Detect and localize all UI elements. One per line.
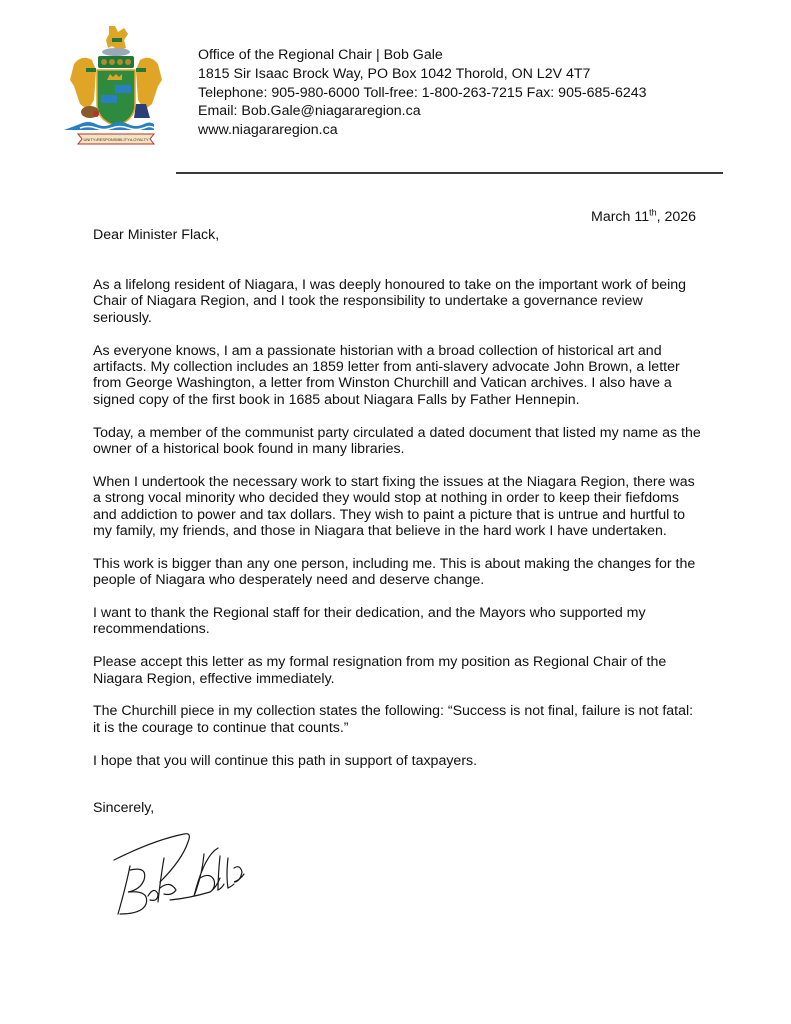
paragraph: This work is bigger than any one person, including me. This is about making the changes for the people of Niagara who desperately need and deserve change.	[93, 555, 696, 589]
website-line: www.niagararegion.ca	[198, 122, 338, 139]
date-ordinal: th	[649, 207, 657, 218]
letter-date	[591, 209, 696, 225]
paragraph: I want to thank the Regional staff for their dedication, and the Mayors who supported my recommendations.	[93, 605, 646, 638]
signature-icon	[104, 828, 254, 920]
salutation: Dear Minister Flack,	[93, 227, 220, 243]
paragraph: The Churchill piece in my collection states the following: “Success is not final, failure is not fatal: it is the courage to continue that counts.”	[93, 703, 694, 736]
date-year: , 2026	[656, 209, 697, 225]
paragraph: I hope that you will continue this path in support of taxpayers.	[93, 752, 478, 769]
closing: Sincerely,	[93, 800, 155, 816]
email-line: Email: Bob.Gale@niagararegion.ca	[198, 103, 421, 120]
phone-line: Telephone: 905-980-6000 Toll-free: 1-800-263-7215 Fax: 905-685-6243	[198, 84, 647, 101]
letter-body	[93, 277, 703, 785]
svg-text:UNITY•RESPONSIBILITY•LOYALTY: UNITY•RESPONSIBILITY•LOYALTY	[83, 137, 149, 142]
paragraph: When I undertook the necessary work to start fixing the issues at the Niagara Region, there was a strong vocal minority who decided they would stop at nothing in order to keep their fiefdoms and addiction to power and tax dollars. They wish to paint a picture that is untrue and hurtful to my family, my friends, and those in Niagara that believe in the hard work I have undertaken.	[93, 473, 695, 540]
date-month-day: March 11	[591, 209, 650, 225]
coat-of-arms-icon	[64, 24, 168, 148]
header-divider	[176, 172, 723, 174]
paragraph: As everyone knows, I am a passionate historian with a broad collection of historical art and artifacts. My collection includes an 1859 letter from anti-slavery advocate John Brown, a letter from George Washington, a letter from Winston Churchill and Vatican archives. I also have a signed copy of the first book in 1685 about Niagara Falls by Father Hennepin.	[93, 342, 680, 408]
paragraph: Please accept this letter as my formal resignation from my position as Regional Chair of the Niagara Region, effective immediately.	[93, 654, 667, 687]
paragraph: Today, a member of the communist party circulated a dated document that listed my name as the owner of a historical book found in many libraries.	[93, 424, 701, 458]
address-line: 1815 Sir Isaac Brock Way, PO Box 1042 Thorold, ON L2V 4T7	[198, 65, 591, 82]
paragraph: As a lifelong resident of Niagara, I was deeply honoured to take on the important work of being Chair of Niagara Region, and I took the responsibility to undertake a governance review seriously.	[93, 277, 687, 326]
letterhead-contact-block	[198, 46, 647, 140]
office-line: Office of the Regional Chair | Bob Gale	[198, 47, 443, 63]
